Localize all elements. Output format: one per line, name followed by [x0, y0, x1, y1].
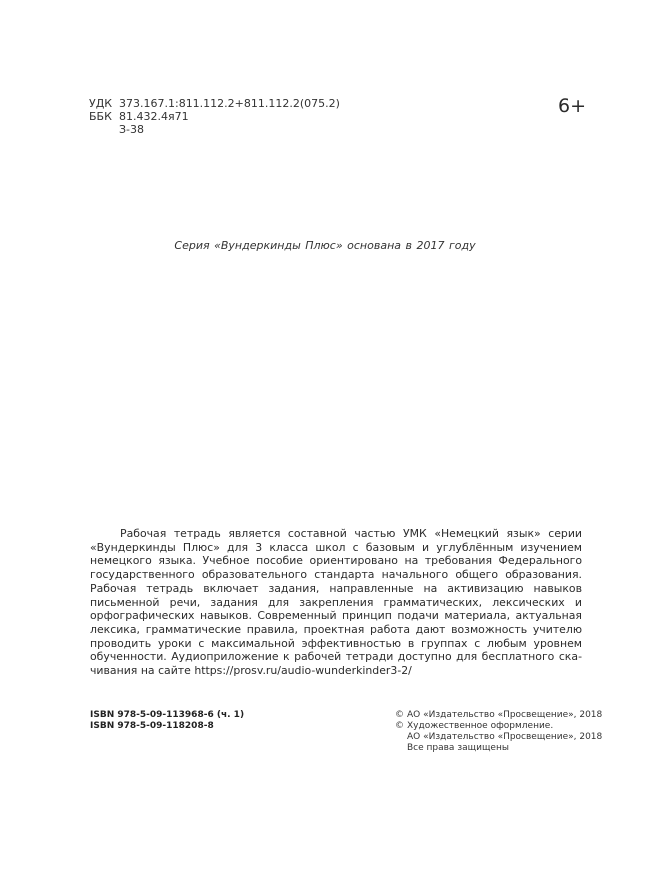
udk-value: 373.167.1:811.112.2+811.112.2(075.2): [119, 97, 340, 110]
bbk-label: ББК: [89, 110, 112, 123]
book-annotation: Рабочая тетрадь является составной частью УМК «Немецкий язык» серии «Вундеркинды Плюс» для 3 класса школ с базовым и углублённым изучением немецкого языка. Учебное пособие ориентировано на требования Федерального государственного образовательного стандарта начального общего образования. Рабочая тетрадь включает задания, направленные на активизацию навыков письменной речи, задания для закрепления грамматических, лексических и орфографических навыков. Современный принцип подачи материала, актуальная лексика, грамматические правила, проектная работа дают возможность учителю проводить уроки с максимальной эффективностью в группах с любым уровнем обученности. Аудиоприложение к рабочей тетради доступно для бесплатного скачивания на сайте https://prosv.ru/audio-wunderkinder3-2/: [90, 527, 582, 678]
copyright-line-3: АО «Издательство «Просвещение», 2018: [407, 732, 603, 742]
series-note: Серия «Вундеркинды Плюс» основана в 2017 году: [174, 239, 476, 252]
udk-row: [89, 97, 340, 110]
copyright-line-1: © АО «Издательство «Просвещение», 2018: [395, 710, 603, 720]
copyright-icon: ©: [395, 721, 404, 731]
bbk-row: [89, 110, 340, 123]
author-sign: З-38: [119, 123, 145, 136]
bbk-value: 81.432.4я71: [119, 110, 189, 123]
copyright-icon: ©: [395, 710, 404, 720]
classification-codes: [89, 97, 340, 136]
age-rating-badge: 6+: [558, 95, 587, 117]
udk-label: УДК: [89, 97, 113, 110]
rights-reserved: Все права защищены: [407, 743, 509, 753]
isbn-block: [90, 710, 244, 732]
copyright-line-2: © Художественное оформление.: [395, 721, 554, 731]
copyright-block: [395, 710, 602, 754]
isbn-part-1: ISBN 978-5-09-113968-6 (ч. 1): [90, 710, 245, 720]
author-sign-row: [89, 123, 340, 136]
isbn-set: ISBN 978-5-09-118208-8: [90, 721, 214, 731]
